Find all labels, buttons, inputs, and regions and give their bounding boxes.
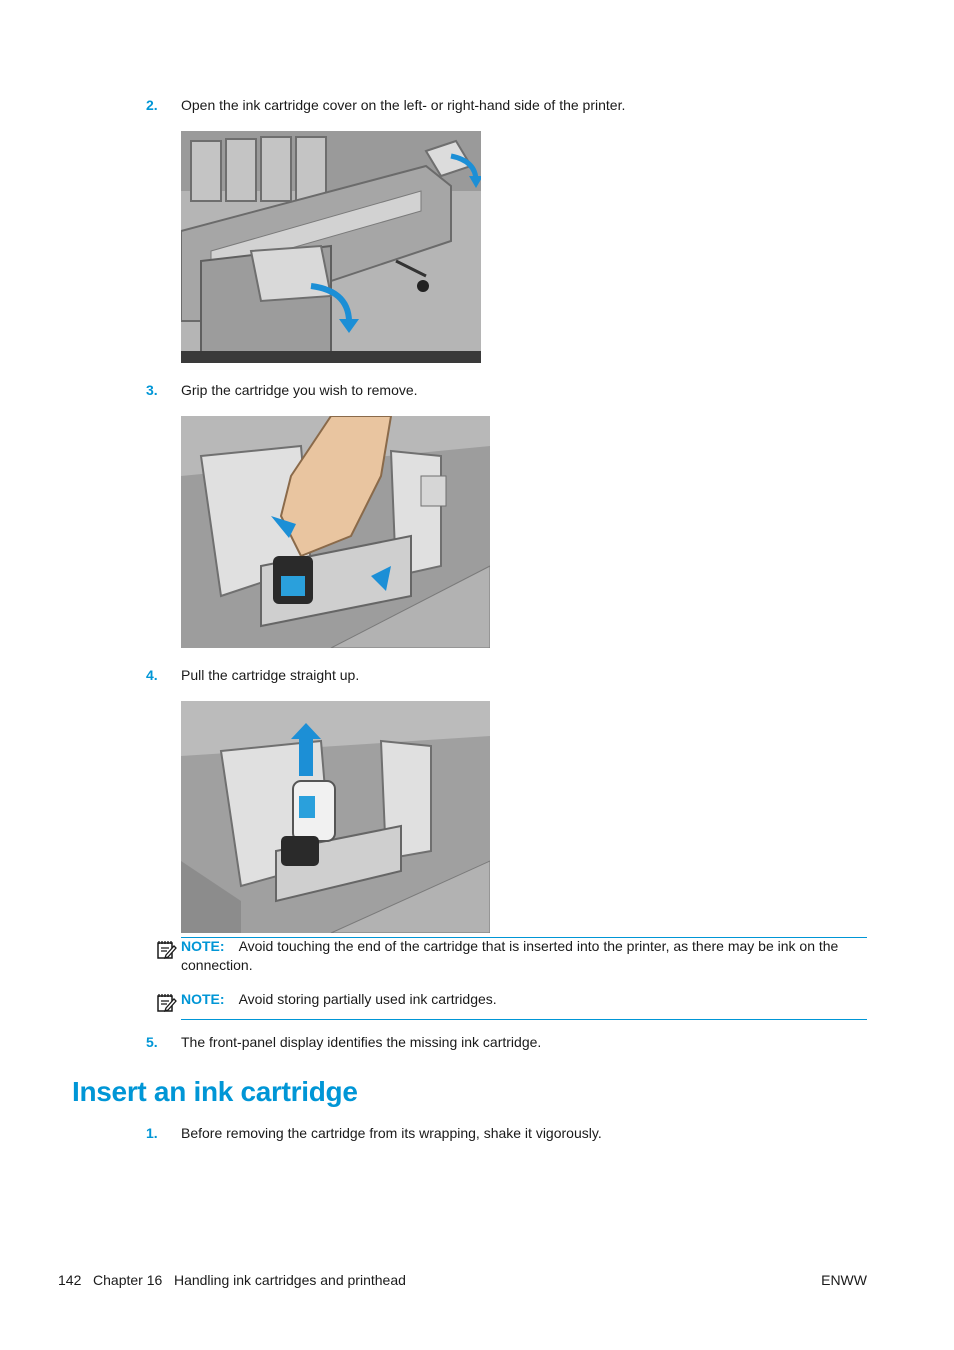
section-heading: Insert an ink cartridge [72,1076,358,1107]
note-icon [155,991,177,1013]
footer-right: ENWW [821,1272,867,1288]
note-bottom-rule [181,1019,867,1020]
note-label: NOTE: [181,991,225,1007]
step-number: 3. [146,382,158,398]
step-text: Before removing the cartridge from its wrapping, shake it vigorously. [181,1125,602,1141]
note-text: Avoid touching the end of the cartridge that is inserted into the printer, as there may be ink on the connection. [181,938,839,973]
step-text: Pull the cartridge straight up. [181,667,360,683]
step-text: The front-panel display identifies the missing ink cartridge. [181,1034,542,1050]
step-number: 2. [146,97,158,113]
step-text: Grip the cartridge you wish to remove. [181,382,418,398]
step-text: Open the ink cartridge cover on the left- or right-hand side of the printer. [181,97,626,113]
note-icon [155,938,177,960]
grip-cartridge-image [181,416,490,648]
step-number: 1. [146,1125,158,1141]
step-number: 4. [146,667,158,683]
grip-cartridge-illustration [181,416,490,648]
pull-cartridge-image [181,701,490,933]
footer-left: 142 Chapter 16 Handling ink cartridges and printhead [58,1272,406,1288]
printer-cover-image [181,131,481,363]
step-number: 5. [146,1034,158,1050]
note-label: NOTE: [181,938,225,954]
printer-cover-illustration [181,131,481,363]
pull-cartridge-illustration [181,701,490,933]
note-text: Avoid storing partially used ink cartridges. [238,991,497,1007]
